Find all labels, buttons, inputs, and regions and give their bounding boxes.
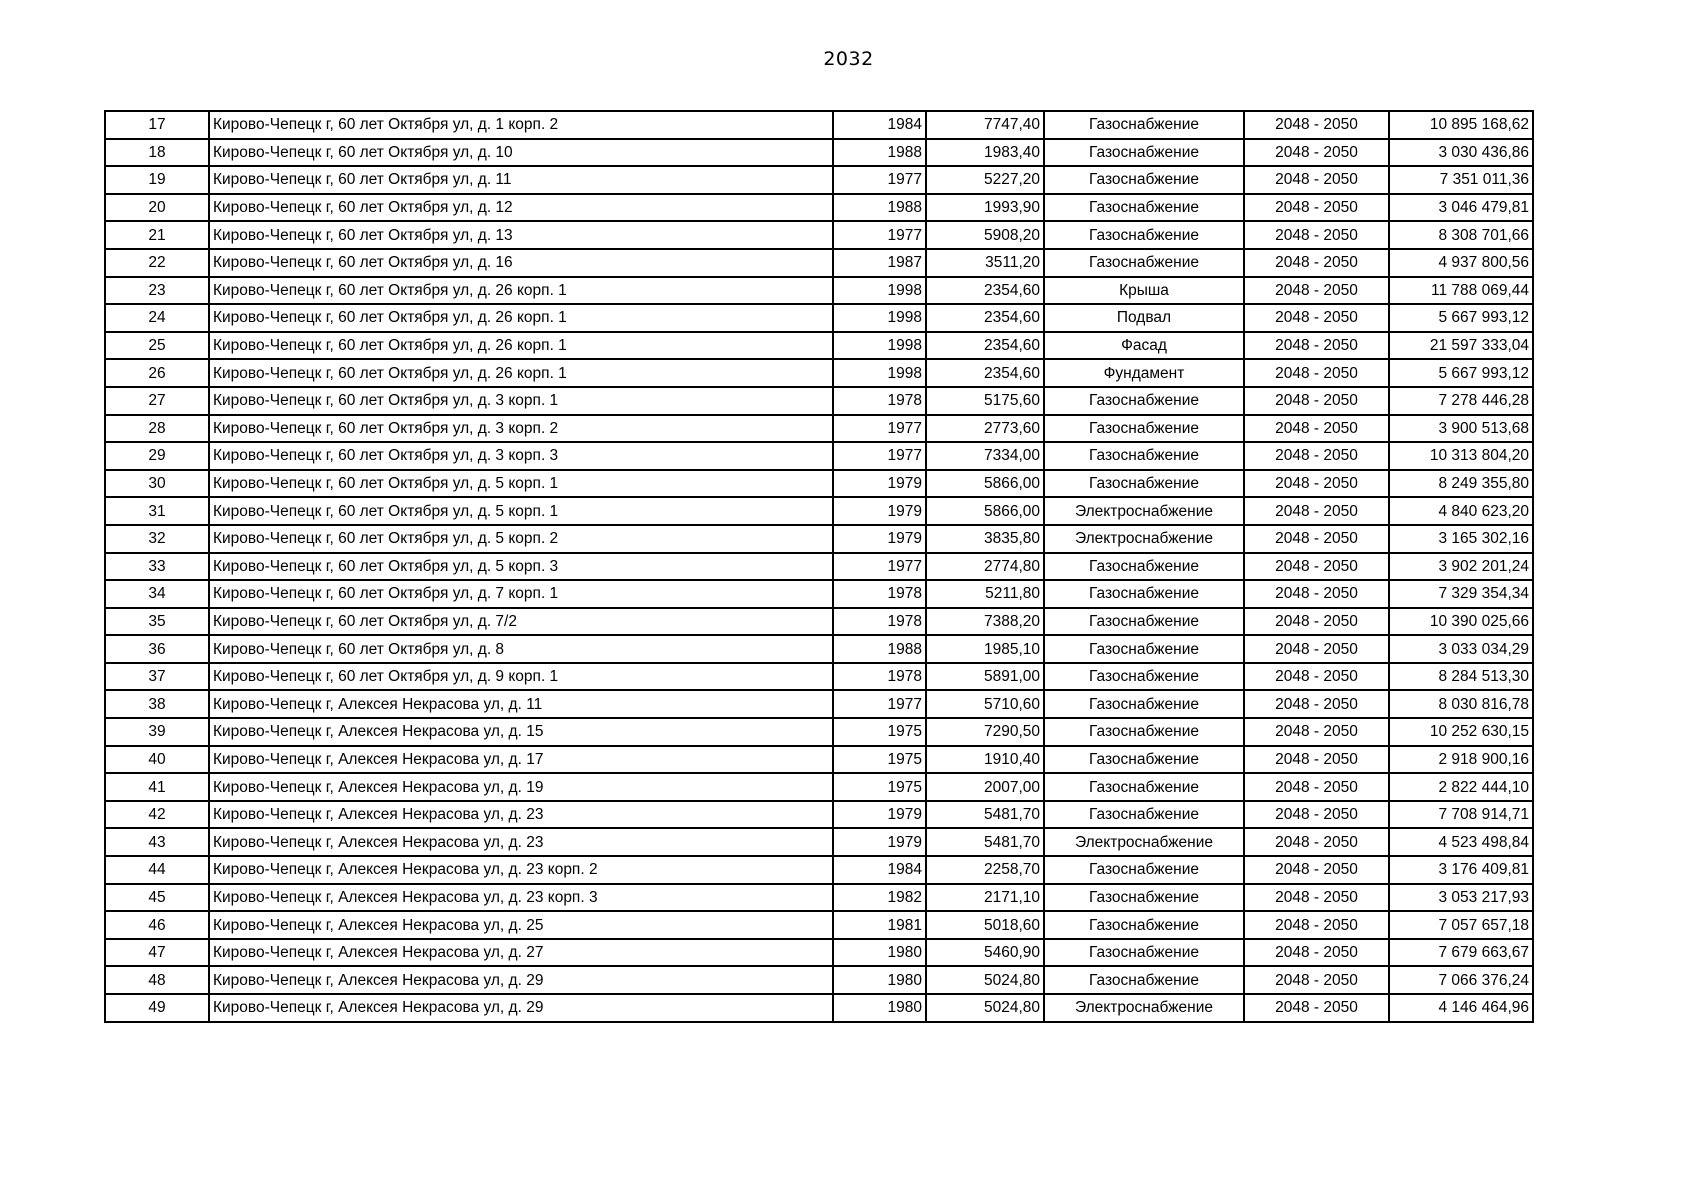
table-row [105,249,1533,277]
build-year-cell: 1984 [833,111,926,139]
period-cell: 2048 - 2050 [1244,911,1389,939]
cost-cell: 7 329 354,34 [1389,580,1533,608]
work-type-cell: Газоснабжение [1044,194,1244,222]
table-row [105,497,1533,525]
address-cell: Кирово-Чепецк г, Алексея Некрасова ул, д. 29 [209,966,833,994]
address-cell: Кирово-Чепецк г, 60 лет Октября ул, д. 26 корп. 1 [209,332,833,360]
period-cell: 2048 - 2050 [1244,470,1389,498]
row-number-cell: 30 [105,470,209,498]
row-number-cell: 21 [105,221,209,249]
work-type-cell: Газоснабжение [1044,470,1244,498]
address-cell: Кирово-Чепецк г, Алексея Некрасова ул, д. 23 корп. 3 [209,884,833,912]
area-cell: 5481,70 [926,801,1044,829]
address-cell: Кирово-Чепецк г, Алексея Некрасова ул, д. 15 [209,718,833,746]
row-number-cell: 33 [105,553,209,581]
table-row [105,470,1533,498]
table-row [105,277,1533,305]
work-type-cell: Газоснабжение [1044,387,1244,415]
row-number-cell: 31 [105,497,209,525]
address-cell: Кирово-Чепецк г, 60 лет Октября ул, д. 26 корп. 1 [209,277,833,305]
work-type-cell: Газоснабжение [1044,111,1244,139]
period-cell: 2048 - 2050 [1244,746,1389,774]
address-cell: Кирово-Чепецк г, Алексея Некрасова ул, д. 27 [209,939,833,967]
cost-cell: 11 788 069,44 [1389,277,1533,305]
build-year-cell: 1977 [833,553,926,581]
period-cell: 2048 - 2050 [1244,387,1389,415]
row-number-cell: 26 [105,359,209,387]
repair-registry-table [104,110,1534,1023]
address-cell: Кирово-Чепецк г, 60 лет Октября ул, д. 7 корп. 1 [209,580,833,608]
table-row [105,911,1533,939]
row-number-cell: 49 [105,994,209,1022]
address-cell: Кирово-Чепецк г, 60 лет Октября ул, д. 5 корп. 1 [209,470,833,498]
period-cell: 2048 - 2050 [1244,111,1389,139]
cost-cell: 3 053 217,93 [1389,884,1533,912]
address-cell: Кирово-Чепецк г, 60 лет Октября ул, д. 10 [209,139,833,167]
area-cell: 7290,50 [926,718,1044,746]
build-year-cell: 1977 [833,442,926,470]
cost-cell: 10 252 630,15 [1389,718,1533,746]
area-cell: 2354,60 [926,304,1044,332]
row-number-cell: 27 [105,387,209,415]
area-cell: 5866,00 [926,497,1044,525]
row-number-cell: 23 [105,277,209,305]
period-cell: 2048 - 2050 [1244,690,1389,718]
build-year-cell: 1979 [833,497,926,525]
address-cell: Кирово-Чепецк г, 60 лет Октября ул, д. 12 [209,194,833,222]
period-cell: 2048 - 2050 [1244,139,1389,167]
area-cell: 2007,00 [926,773,1044,801]
build-year-cell: 1975 [833,718,926,746]
build-year-cell: 1978 [833,387,926,415]
build-year-cell: 1981 [833,911,926,939]
work-type-cell: Электроснабжение [1044,525,1244,553]
area-cell: 1983,40 [926,139,1044,167]
row-number-cell: 38 [105,690,209,718]
cost-cell: 7 066 376,24 [1389,966,1533,994]
work-type-cell: Газоснабжение [1044,635,1244,663]
cost-cell: 4 146 464,96 [1389,994,1533,1022]
row-number-cell: 40 [105,746,209,774]
row-number-cell: 32 [105,525,209,553]
work-type-cell: Фасад [1044,332,1244,360]
address-cell: Кирово-Чепецк г, 60 лет Октября ул, д. 5 корп. 2 [209,525,833,553]
area-cell: 1910,40 [926,746,1044,774]
work-type-cell: Подвал [1044,304,1244,332]
cost-cell: 3 176 409,81 [1389,856,1533,884]
table-row [105,442,1533,470]
period-cell: 2048 - 2050 [1244,718,1389,746]
row-number-cell: 29 [105,442,209,470]
build-year-cell: 1978 [833,608,926,636]
table-row [105,663,1533,691]
cost-cell: 3 030 436,86 [1389,139,1533,167]
table-body [105,111,1533,1022]
table-row [105,608,1533,636]
cost-cell: 7 057 657,18 [1389,911,1533,939]
table-row [105,525,1533,553]
work-type-cell: Газоснабжение [1044,553,1244,581]
row-number-cell: 22 [105,249,209,277]
period-cell: 2048 - 2050 [1244,442,1389,470]
period-cell: 2048 - 2050 [1244,635,1389,663]
table-row [105,828,1533,856]
work-type-cell: Газоснабжение [1044,773,1244,801]
row-number-cell: 19 [105,166,209,194]
address-cell: Кирово-Чепецк г, 60 лет Октября ул, д. 3 корп. 2 [209,415,833,443]
address-cell: Кирово-Чепецк г, 60 лет Октября ул, д. 3 корп. 1 [209,387,833,415]
table-row [105,580,1533,608]
area-cell: 2774,80 [926,553,1044,581]
table-row [105,635,1533,663]
cost-cell: 3 046 479,81 [1389,194,1533,222]
area-cell: 2354,60 [926,359,1044,387]
cost-cell: 2 822 444,10 [1389,773,1533,801]
period-cell: 2048 - 2050 [1244,166,1389,194]
area-cell: 2773,60 [926,415,1044,443]
period-cell: 2048 - 2050 [1244,773,1389,801]
period-cell: 2048 - 2050 [1244,359,1389,387]
work-type-cell: Электроснабжение [1044,497,1244,525]
table-row [105,718,1533,746]
table-row [105,994,1533,1022]
area-cell: 7334,00 [926,442,1044,470]
address-cell: Кирово-Чепецк г, 60 лет Октября ул, д. 11 [209,166,833,194]
address-cell: Кирово-Чепецк г, Алексея Некрасова ул, д. 19 [209,773,833,801]
row-number-cell: 39 [105,718,209,746]
address-cell: Кирово-Чепецк г, 60 лет Октября ул, д. 26 корп. 1 [209,359,833,387]
period-cell: 2048 - 2050 [1244,580,1389,608]
period-cell: 2048 - 2050 [1244,249,1389,277]
row-number-cell: 42 [105,801,209,829]
row-number-cell: 37 [105,663,209,691]
table-row [105,221,1533,249]
work-type-cell: Газоснабжение [1044,608,1244,636]
build-year-cell: 1998 [833,359,926,387]
build-year-cell: 1998 [833,277,926,305]
row-number-cell: 43 [105,828,209,856]
table-row [105,111,1533,139]
table-row [105,939,1533,967]
work-type-cell: Газоснабжение [1044,939,1244,967]
area-cell: 5175,60 [926,387,1044,415]
build-year-cell: 1998 [833,304,926,332]
period-cell: 2048 - 2050 [1244,663,1389,691]
table-row [105,387,1533,415]
cost-cell: 3 900 513,68 [1389,415,1533,443]
cost-cell: 5 667 993,12 [1389,359,1533,387]
work-type-cell: Фундамент [1044,359,1244,387]
address-cell: Кирово-Чепецк г, Алексея Некрасова ул, д. 17 [209,746,833,774]
area-cell: 3511,20 [926,249,1044,277]
page-number: 2032 [823,48,874,70]
table-row [105,553,1533,581]
area-cell: 5211,80 [926,580,1044,608]
work-type-cell: Газоснабжение [1044,746,1244,774]
build-year-cell: 1988 [833,194,926,222]
build-year-cell: 1988 [833,139,926,167]
work-type-cell: Крыша [1044,277,1244,305]
address-cell: Кирово-Чепецк г, 60 лет Октября ул, д. 5 корп. 3 [209,553,833,581]
row-number-cell: 48 [105,966,209,994]
period-cell: 2048 - 2050 [1244,856,1389,884]
address-cell: Кирово-Чепецк г, 60 лет Октября ул, д. 8 [209,635,833,663]
table-row [105,884,1533,912]
cost-cell: 21 597 333,04 [1389,332,1533,360]
table-row [105,415,1533,443]
work-type-cell: Газоснабжение [1044,718,1244,746]
build-year-cell: 1978 [833,580,926,608]
area-cell: 5024,80 [926,966,1044,994]
area-cell: 5710,60 [926,690,1044,718]
area-cell: 7388,20 [926,608,1044,636]
area-cell: 5866,00 [926,470,1044,498]
period-cell: 2048 - 2050 [1244,497,1389,525]
address-cell: Кирово-Чепецк г, Алексея Некрасова ул, д. 23 [209,828,833,856]
area-cell: 5018,60 [926,911,1044,939]
cost-cell: 5 667 993,12 [1389,304,1533,332]
cost-cell: 8 308 701,66 [1389,221,1533,249]
work-type-cell: Газоснабжение [1044,911,1244,939]
area-cell: 5024,80 [926,994,1044,1022]
cost-cell: 3 902 201,24 [1389,553,1533,581]
row-number-cell: 17 [105,111,209,139]
area-cell: 1985,10 [926,635,1044,663]
period-cell: 2048 - 2050 [1244,221,1389,249]
build-year-cell: 1978 [833,663,926,691]
period-cell: 2048 - 2050 [1244,194,1389,222]
area-cell: 2258,70 [926,856,1044,884]
build-year-cell: 1980 [833,994,926,1022]
build-year-cell: 1979 [833,470,926,498]
period-cell: 2048 - 2050 [1244,828,1389,856]
row-number-cell: 36 [105,635,209,663]
area-cell: 5227,20 [926,166,1044,194]
address-cell: Кирово-Чепецк г, 60 лет Октября ул, д. 1 корп. 2 [209,111,833,139]
area-cell: 2171,10 [926,884,1044,912]
row-number-cell: 46 [105,911,209,939]
cost-cell: 7 351 011,36 [1389,166,1533,194]
build-year-cell: 1979 [833,828,926,856]
build-year-cell: 1979 [833,801,926,829]
table-row [105,773,1533,801]
build-year-cell: 1988 [833,635,926,663]
period-cell: 2048 - 2050 [1244,525,1389,553]
period-cell: 2048 - 2050 [1244,415,1389,443]
work-type-cell: Газоснабжение [1044,966,1244,994]
area-cell: 5460,90 [926,939,1044,967]
cost-cell: 7 679 663,67 [1389,939,1533,967]
address-cell: Кирово-Чепецк г, Алексея Некрасова ул, д. 23 корп. 2 [209,856,833,884]
address-cell: Кирово-Чепецк г, Алексея Некрасова ул, д. 11 [209,690,833,718]
work-type-cell: Газоснабжение [1044,690,1244,718]
work-type-cell: Газоснабжение [1044,801,1244,829]
table-row [105,332,1533,360]
table-row [105,690,1533,718]
cost-cell: 7 708 914,71 [1389,801,1533,829]
cost-cell: 8 284 513,30 [1389,663,1533,691]
row-number-cell: 45 [105,884,209,912]
work-type-cell: Газоснабжение [1044,442,1244,470]
area-cell: 2354,60 [926,332,1044,360]
build-year-cell: 1977 [833,415,926,443]
period-cell: 2048 - 2050 [1244,801,1389,829]
row-number-cell: 41 [105,773,209,801]
build-year-cell: 1979 [833,525,926,553]
cost-cell: 3 033 034,29 [1389,635,1533,663]
build-year-cell: 1980 [833,939,926,967]
work-type-cell: Газоснабжение [1044,249,1244,277]
row-number-cell: 20 [105,194,209,222]
address-cell: Кирово-Чепецк г, 60 лет Октября ул, д. 3 корп. 3 [209,442,833,470]
build-year-cell: 1987 [833,249,926,277]
work-type-cell: Газоснабжение [1044,884,1244,912]
period-cell: 2048 - 2050 [1244,304,1389,332]
cost-cell: 4 840 623,20 [1389,497,1533,525]
table-row [105,746,1533,774]
cost-cell: 8 030 816,78 [1389,690,1533,718]
address-cell: Кирово-Чепецк г, 60 лет Октября ул, д. 13 [209,221,833,249]
row-number-cell: 28 [105,415,209,443]
cost-cell: 10 390 025,66 [1389,608,1533,636]
area-cell: 5891,00 [926,663,1044,691]
row-number-cell: 24 [105,304,209,332]
build-year-cell: 1980 [833,966,926,994]
address-cell: Кирово-Чепецк г, Алексея Некрасова ул, д. 29 [209,994,833,1022]
address-cell: Кирово-Чепецк г, 60 лет Октября ул, д. 16 [209,249,833,277]
table-row [105,801,1533,829]
work-type-cell: Газоснабжение [1044,415,1244,443]
area-cell: 7747,40 [926,111,1044,139]
address-cell: Кирово-Чепецк г, 60 лет Октября ул, д. 9 корп. 1 [209,663,833,691]
row-number-cell: 47 [105,939,209,967]
table-row [105,304,1533,332]
work-type-cell: Электроснабжение [1044,828,1244,856]
period-cell: 2048 - 2050 [1244,939,1389,967]
period-cell: 2048 - 2050 [1244,553,1389,581]
row-number-cell: 34 [105,580,209,608]
cost-cell: 2 918 900,16 [1389,746,1533,774]
row-number-cell: 44 [105,856,209,884]
work-type-cell: Газоснабжение [1044,139,1244,167]
cost-cell: 10 895 168,62 [1389,111,1533,139]
build-year-cell: 1975 [833,773,926,801]
area-cell: 5481,70 [926,828,1044,856]
work-type-cell: Электроснабжение [1044,994,1244,1022]
build-year-cell: 1982 [833,884,926,912]
address-cell: Кирово-Чепецк г, 60 лет Октября ул, д. 26 корп. 1 [209,304,833,332]
work-type-cell: Газоснабжение [1044,221,1244,249]
work-type-cell: Газоснабжение [1044,856,1244,884]
row-number-cell: 35 [105,608,209,636]
period-cell: 2048 - 2050 [1244,884,1389,912]
area-cell: 2354,60 [926,277,1044,305]
row-number-cell: 18 [105,139,209,167]
table-row [105,194,1533,222]
build-year-cell: 1977 [833,221,926,249]
work-type-cell: Газоснабжение [1044,166,1244,194]
build-year-cell: 1998 [833,332,926,360]
work-type-cell: Газоснабжение [1044,580,1244,608]
table-row [105,359,1533,387]
table-row [105,966,1533,994]
address-cell: Кирово-Чепецк г, 60 лет Октября ул, д. 5 корп. 1 [209,497,833,525]
table-row [105,166,1533,194]
build-year-cell: 1984 [833,856,926,884]
build-year-cell: 1977 [833,690,926,718]
cost-cell: 10 313 804,20 [1389,442,1533,470]
period-cell: 2048 - 2050 [1244,966,1389,994]
build-year-cell: 1975 [833,746,926,774]
build-year-cell: 1977 [833,166,926,194]
period-cell: 2048 - 2050 [1244,277,1389,305]
cost-cell: 4 523 498,84 [1389,828,1533,856]
address-cell: Кирово-Чепецк г, 60 лет Октября ул, д. 7/2 [209,608,833,636]
row-number-cell: 25 [105,332,209,360]
area-cell: 3835,80 [926,525,1044,553]
address-cell: Кирово-Чепецк г, Алексея Некрасова ул, д. 25 [209,911,833,939]
period-cell: 2048 - 2050 [1244,608,1389,636]
work-type-cell: Газоснабжение [1044,663,1244,691]
address-cell: Кирово-Чепецк г, Алексея Некрасова ул, д. 23 [209,801,833,829]
cost-cell: 3 165 302,16 [1389,525,1533,553]
table-row [105,139,1533,167]
area-cell: 1993,90 [926,194,1044,222]
period-cell: 2048 - 2050 [1244,332,1389,360]
table-row [105,856,1533,884]
cost-cell: 8 249 355,80 [1389,470,1533,498]
period-cell: 2048 - 2050 [1244,994,1389,1022]
area-cell: 5908,20 [926,221,1044,249]
cost-cell: 7 278 446,28 [1389,387,1533,415]
cost-cell: 4 937 800,56 [1389,249,1533,277]
